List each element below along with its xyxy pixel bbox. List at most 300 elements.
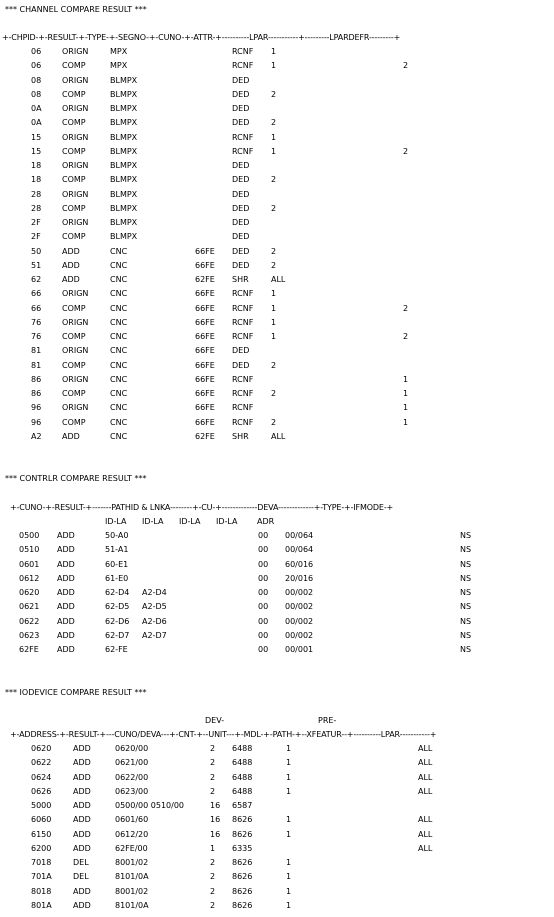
result-cell: ORIGN xyxy=(62,132,89,142)
type-cell: CNC xyxy=(110,374,128,384)
lpardefr-cell: 2 xyxy=(403,332,409,341)
lpar-cell: ALL xyxy=(271,431,286,441)
unit-cell: 8626 xyxy=(232,886,253,896)
pathid-cell: 62-FE xyxy=(105,645,128,654)
pathid-cell: A2-D5 xyxy=(142,602,167,612)
lpar-cell: 2 xyxy=(271,118,277,128)
cnt-cell: 2 xyxy=(210,886,216,896)
result-cell: ADD xyxy=(62,275,80,284)
mdl-cell: 1 xyxy=(286,772,292,782)
chpid-cell: 2F xyxy=(31,232,41,242)
chpid-cell: 08 xyxy=(31,75,42,85)
cuno-cell: 0623 xyxy=(19,630,40,640)
lpar-cell: ALL xyxy=(418,772,433,782)
cu-adr-cell: 00 xyxy=(258,531,269,540)
cnt-cell: 2 xyxy=(210,900,216,910)
lpar-cell: ALL xyxy=(271,275,286,284)
result-cell: ORIGN xyxy=(62,346,89,356)
cuno-cell: 0500 xyxy=(19,531,40,540)
chpid-cell: 08 xyxy=(31,89,42,99)
cuno-cell: 66FE xyxy=(195,389,215,398)
mdl-cell: 1 xyxy=(286,872,292,882)
result-cell: COMP xyxy=(62,303,86,313)
chpid-cell: 66 xyxy=(31,303,42,313)
lpar-cell: ALL xyxy=(418,786,433,796)
deva-cell: 00/064 xyxy=(285,531,314,540)
cu-adr-cell: 00 xyxy=(258,630,269,640)
cuno-cell: 0601 xyxy=(19,559,40,569)
column-header: +-ADDRESS-+-RESULT-+---CUNO/DEVA---+-CNT-+--UNIT---+-MDL-+-PATH-+--XFEATUR--+----------LPAR-----------+ xyxy=(10,730,437,739)
cuno-cell: 66FE xyxy=(195,332,215,341)
address-cell: 0624 xyxy=(31,772,52,782)
result-cell: COMP xyxy=(62,332,86,341)
type-cell: BLMPX xyxy=(110,189,138,199)
result-cell: ORIGN xyxy=(62,104,89,113)
address-cell: 7018 xyxy=(31,858,52,867)
unit-cell: 8626 xyxy=(232,829,253,839)
chpid-cell: 66 xyxy=(31,289,42,299)
cnt-cell: 2 xyxy=(210,758,216,768)
result-cell: ADD xyxy=(73,843,91,853)
result-cell: ADD xyxy=(73,900,91,910)
attr-cell: DED xyxy=(232,360,250,370)
chpid-cell: 18 xyxy=(31,161,42,170)
cnt-cell: 2 xyxy=(210,872,216,882)
pathid-cell: A2-D4 xyxy=(142,588,167,597)
cnt-cell: 2 xyxy=(210,772,216,782)
cuno-cell: 66FE xyxy=(195,374,215,384)
lpar-cell: 1 xyxy=(271,303,277,313)
chpid-cell: 96 xyxy=(31,403,42,413)
cu-adr-cell: 00 xyxy=(258,645,269,654)
chpid-cell: 96 xyxy=(31,417,42,427)
result-cell: ADD xyxy=(57,630,75,640)
lpar-cell: 2 xyxy=(271,203,277,213)
result-cell: ADD xyxy=(73,815,91,825)
type-cell: BLMPX xyxy=(110,146,138,156)
lpardefr-cell: 2 xyxy=(403,303,409,313)
cuno-cell: 62FE xyxy=(19,645,39,654)
cuno-deva-cell: 0500/00 0510/00 xyxy=(115,801,185,810)
type-cell: BLMPX xyxy=(110,104,138,113)
subheader-cell: ADR xyxy=(257,517,275,526)
deva-cell: 00/001 xyxy=(285,645,314,654)
type-cell: BLMPX xyxy=(110,175,138,185)
attr-cell: RCNF xyxy=(232,61,254,71)
type-cell: NS xyxy=(460,588,472,597)
result-cell: DEL xyxy=(73,872,89,882)
cnt-cell: 16 xyxy=(210,815,221,825)
deva-cell: 00/002 xyxy=(285,602,314,612)
result-cell: COMP xyxy=(62,61,86,71)
cuno-deva-cell: 8101/0A xyxy=(115,900,149,910)
cuno-cell: 66FE xyxy=(195,346,215,356)
attr-cell: DED xyxy=(232,232,250,242)
cuno-cell: 0620 xyxy=(19,588,40,597)
lpar-cell: 2 xyxy=(271,360,277,370)
cu-adr-cell: 00 xyxy=(258,602,269,612)
unit-cell: 8626 xyxy=(232,815,253,825)
address-cell: 6200 xyxy=(31,843,52,853)
unit-cell: 6488 xyxy=(232,758,253,768)
lpar-cell: 1 xyxy=(271,146,277,156)
unit-cell: 6488 xyxy=(232,772,253,782)
result-cell: ADD xyxy=(57,573,75,583)
address-cell: 6150 xyxy=(31,829,52,839)
chpid-cell: 62 xyxy=(31,275,42,284)
chpid-cell: 0A xyxy=(31,118,42,128)
result-cell: ORIGN xyxy=(62,317,89,327)
lpar-cell: 1 xyxy=(271,332,277,341)
type-cell: CNC xyxy=(110,317,128,327)
attr-cell: RCNF xyxy=(232,417,254,427)
type-cell: CNC xyxy=(110,360,128,370)
subheader-cell: ID-LA xyxy=(179,517,201,526)
result-cell: COMP xyxy=(62,232,86,242)
type-cell: NS xyxy=(460,531,472,540)
attr-cell: RCNF xyxy=(232,47,254,56)
cuno-deva-cell: 8001/02 xyxy=(115,886,149,896)
lpar-cell: 1 xyxy=(271,47,277,56)
mdl-cell: 1 xyxy=(286,758,292,768)
mdl-cell: 1 xyxy=(286,744,292,753)
result-cell: ADD xyxy=(73,758,91,768)
unit-cell: 8626 xyxy=(232,900,253,910)
chpid-cell: 28 xyxy=(31,189,42,199)
attr-cell: RCNF xyxy=(232,403,254,413)
chpid-cell: 2F xyxy=(31,218,41,227)
address-cell: 801A xyxy=(31,900,52,910)
cuno-cell: 0622 xyxy=(19,616,40,626)
cu-adr-cell: 00 xyxy=(258,559,269,569)
pathid-cell: 61-E0 xyxy=(105,573,129,583)
result-cell: ORIGN xyxy=(62,161,89,170)
unit-cell: 8626 xyxy=(232,872,253,882)
cnt-cell: 2 xyxy=(210,786,216,796)
cuno-cell: 66FE xyxy=(195,246,215,256)
result-cell: ORIGN xyxy=(62,403,89,413)
result-cell: ORIGN xyxy=(62,189,89,199)
pathid-cell: A2-D6 xyxy=(142,616,167,626)
lpar-cell: 2 xyxy=(271,89,277,99)
lpar-cell: ALL xyxy=(418,829,433,839)
type-cell: NS xyxy=(460,616,472,626)
attr-cell: SHR xyxy=(232,275,249,284)
attr-cell: DED xyxy=(232,246,250,256)
cuno-cell: 66FE xyxy=(195,317,215,327)
result-cell: ADD xyxy=(57,559,75,569)
type-cell: NS xyxy=(460,645,472,654)
result-cell: ORIGN xyxy=(62,374,89,384)
attr-cell: DED xyxy=(232,203,250,213)
type-cell: BLMPX xyxy=(110,232,138,242)
cuno-cell: 66FE xyxy=(195,403,215,413)
type-cell: BLMPX xyxy=(110,89,138,99)
cnt-cell: 16 xyxy=(210,801,221,810)
pathid-cell: 60-E1 xyxy=(105,559,129,569)
type-cell: BLMPX xyxy=(110,203,138,213)
cuno-deva-cell: 0620/00 xyxy=(115,744,149,753)
attr-cell: RCNF xyxy=(232,303,254,313)
result-cell: COMP xyxy=(62,89,86,99)
pathid-cell: 62-D5 xyxy=(105,602,130,612)
type-cell: NS xyxy=(460,573,472,583)
chpid-cell: 86 xyxy=(31,374,42,384)
cuno-cell: 66FE xyxy=(195,417,215,427)
cuno-cell: 66FE xyxy=(195,260,215,270)
deva-cell: 20/016 xyxy=(285,573,314,583)
mdl-cell: 1 xyxy=(286,815,292,825)
result-cell: COMP xyxy=(62,175,86,185)
address-cell: 0622 xyxy=(31,758,52,768)
mdl-cell: 1 xyxy=(286,886,292,896)
lpar-cell: 1 xyxy=(271,61,277,71)
deva-cell: 00/064 xyxy=(285,545,314,555)
type-cell: BLMPX xyxy=(110,161,138,170)
type-cell: CNC xyxy=(110,246,128,256)
attr-cell: RCNF xyxy=(232,374,254,384)
pathid-cell: 62-D6 xyxy=(105,616,130,626)
mdl-cell: 1 xyxy=(286,786,292,796)
cuno-deva-cell: 0623/00 xyxy=(115,786,149,796)
cuno-cell: 0621 xyxy=(19,602,40,612)
chpid-cell: 06 xyxy=(31,61,42,71)
address-cell: 0620 xyxy=(31,744,52,753)
deva-cell: 00/002 xyxy=(285,616,314,626)
type-cell: CNC xyxy=(110,431,128,441)
chpid-cell: 50 xyxy=(31,246,42,256)
result-cell: ADD xyxy=(73,829,91,839)
subheader-cell: ID-LA xyxy=(142,517,164,526)
result-cell: ADD xyxy=(57,531,75,540)
lpar-cell: 2 xyxy=(271,417,277,427)
lpar-cell: ALL xyxy=(418,843,433,853)
type-cell: CNC xyxy=(110,303,128,313)
attr-cell: DED xyxy=(232,104,250,113)
column-header: +-CUNO-+-RESULT-+-------PATHID & LNKA--------+-CU-+-------------DEVA-------------+-TYPE-+-IFMODE-+ xyxy=(10,503,394,512)
type-cell: BLMPX xyxy=(110,132,138,142)
cuno-cell: 62FE xyxy=(195,275,215,284)
result-cell: ADD xyxy=(73,786,91,796)
attr-cell: RCNF xyxy=(232,132,254,142)
attr-cell: DED xyxy=(232,75,250,85)
lpardefr-cell: 2 xyxy=(403,146,409,156)
unit-cell: 6488 xyxy=(232,786,253,796)
attr-cell: DED xyxy=(232,175,250,185)
column-header: +-CHPID-+-RESULT-+-TYPE-+-SEGNO-+-CUNO-+-ATTR-+----------LPAR-----------+---------LPARDEFR---------+ xyxy=(2,33,401,42)
type-cell: CNC xyxy=(110,260,128,270)
lpar-cell: ALL xyxy=(418,815,433,825)
chpid-cell: 06 xyxy=(31,47,42,56)
lpardefr-cell: 2 xyxy=(403,61,409,71)
mdl-cell: 1 xyxy=(286,829,292,839)
mdl-cell: 1 xyxy=(286,858,292,867)
type-cell: NS xyxy=(460,602,472,612)
chpid-cell: 51 xyxy=(31,260,42,270)
attr-cell: DED xyxy=(232,189,250,199)
pathid-cell: 51-A1 xyxy=(105,545,129,555)
result-cell: ADD xyxy=(62,431,80,441)
lpar-cell: ALL xyxy=(418,758,433,768)
section-title: *** CONTRLR COMPARE RESULT *** xyxy=(5,474,147,483)
subheader-cell: ID-LA xyxy=(105,517,127,526)
result-cell: COMP xyxy=(62,146,86,156)
type-cell: CNC xyxy=(110,403,128,413)
result-cell: ADD xyxy=(62,246,80,256)
result-cell: COMP xyxy=(62,360,86,370)
type-cell: NS xyxy=(460,630,472,640)
cnt-cell: 16 xyxy=(210,829,221,839)
lpar-cell: ALL xyxy=(418,744,433,753)
chpid-cell: 76 xyxy=(31,332,42,341)
cuno-deva-cell: 0612/20 xyxy=(115,829,149,839)
result-cell: ADD xyxy=(62,260,80,270)
address-cell: 6060 xyxy=(31,815,52,825)
type-cell: NS xyxy=(460,559,472,569)
result-cell: ORIGN xyxy=(62,75,89,85)
pathid-cell: A2-D7 xyxy=(142,630,167,640)
chpid-cell: 86 xyxy=(31,389,42,398)
mdl-cell: 1 xyxy=(286,900,292,910)
type-cell: CNC xyxy=(110,289,128,299)
cuno-deva-cell: 0622/00 xyxy=(115,772,149,782)
type-cell: CNC xyxy=(110,332,128,341)
lpardefr-cell: 1 xyxy=(403,374,409,384)
unit-cell: 8626 xyxy=(232,858,253,867)
attr-cell: DED xyxy=(232,260,250,270)
type-cell: MPX xyxy=(110,61,128,71)
lpar-cell: 2 xyxy=(271,260,277,270)
attr-cell: RCNF xyxy=(232,389,254,398)
cnt-cell: 2 xyxy=(210,858,216,867)
address-cell: 5000 xyxy=(31,801,52,810)
cu-adr-cell: 00 xyxy=(258,616,269,626)
cuno-cell: 66FE xyxy=(195,289,215,299)
chpid-cell: 15 xyxy=(31,146,42,156)
address-cell: 701A xyxy=(31,872,52,882)
chpid-cell: 81 xyxy=(31,360,42,370)
chpid-cell: 76 xyxy=(31,317,42,327)
cuno-cell: 66FE xyxy=(195,360,215,370)
cnt-cell: 2 xyxy=(210,744,216,753)
chpid-cell: 15 xyxy=(31,132,42,142)
cnt-cell: 1 xyxy=(210,843,216,853)
attr-cell: DED xyxy=(232,118,250,128)
subheader-cell: ID-LA xyxy=(216,517,238,526)
result-cell: COMP xyxy=(62,118,86,128)
chpid-cell: A2 xyxy=(31,431,42,441)
type-cell: CNC xyxy=(110,346,128,356)
lpar-cell: 1 xyxy=(271,132,277,142)
attr-cell: RCNF xyxy=(232,146,254,156)
result-cell: ORIGN xyxy=(62,289,89,299)
chpid-cell: 28 xyxy=(31,203,42,213)
type-cell: CNC xyxy=(110,389,128,398)
result-cell: ADD xyxy=(57,602,75,612)
chpid-cell: 18 xyxy=(31,175,42,185)
lpar-cell: 1 xyxy=(271,289,277,299)
result-cell: ADD xyxy=(57,645,75,654)
lpar-cell: 2 xyxy=(271,389,277,398)
pathid-cell: 62-D7 xyxy=(105,630,130,640)
pathid-cell: 62-D4 xyxy=(105,588,130,597)
section-title: *** IODEVICE COMPARE RESULT *** xyxy=(5,688,147,697)
unit-cell: 6488 xyxy=(232,744,253,753)
header-fragment: DEV- xyxy=(205,716,225,725)
lpar-cell: 2 xyxy=(271,175,277,185)
cuno-cell: 62FE xyxy=(195,431,215,441)
result-cell: ORIGN xyxy=(62,218,89,227)
type-cell: CNC xyxy=(110,417,128,427)
attr-cell: SHR xyxy=(232,431,249,441)
section-title: *** CHANNEL COMPARE RESULT *** xyxy=(5,5,147,14)
result-cell: ADD xyxy=(73,801,91,810)
result-cell: ADD xyxy=(73,744,91,753)
chpid-cell: 81 xyxy=(31,346,42,356)
cuno-deva-cell: 0621/00 xyxy=(115,758,149,768)
cuno-cell: 66FE xyxy=(195,303,215,313)
cu-adr-cell: 00 xyxy=(258,588,269,597)
lpardefr-cell: 1 xyxy=(403,417,409,427)
result-cell: DEL xyxy=(73,858,89,867)
cuno-cell: 0510 xyxy=(19,545,40,555)
lpar-cell: 1 xyxy=(271,317,277,327)
result-cell: ADD xyxy=(73,886,91,896)
address-cell: 0626 xyxy=(31,786,52,796)
result-cell: ADD xyxy=(57,588,75,597)
header-fragment: PRE- xyxy=(318,716,337,725)
cu-adr-cell: 00 xyxy=(258,545,269,555)
cuno-deva-cell: 8001/02 xyxy=(115,858,149,867)
type-cell: CNC xyxy=(110,275,128,284)
type-cell: BLMPX xyxy=(110,75,138,85)
cuno-cell: 0612 xyxy=(19,573,40,583)
lpar-cell: 2 xyxy=(271,246,277,256)
attr-cell: RCNF xyxy=(232,317,254,327)
result-cell: COMP xyxy=(62,417,86,427)
lpardefr-cell: 1 xyxy=(403,403,409,413)
unit-cell: 6587 xyxy=(232,801,253,810)
attr-cell: DED xyxy=(232,161,250,170)
attr-cell: RCNF xyxy=(232,332,254,341)
deva-cell: 00/002 xyxy=(285,630,314,640)
attr-cell: DED xyxy=(232,89,250,99)
type-cell: BLMPX xyxy=(110,218,138,227)
cuno-deva-cell: 8101/0A xyxy=(115,872,149,882)
pathid-cell: 50-A0 xyxy=(105,531,129,540)
type-cell: BLMPX xyxy=(110,118,138,128)
result-cell: COMP xyxy=(62,389,86,398)
deva-cell: 60/016 xyxy=(285,559,314,569)
address-cell: 8018 xyxy=(31,886,52,896)
result-cell: ADD xyxy=(57,616,75,626)
type-cell: NS xyxy=(460,545,472,555)
lpardefr-cell: 1 xyxy=(403,389,409,398)
unit-cell: 6335 xyxy=(232,843,253,853)
attr-cell: DED xyxy=(232,218,250,227)
chpid-cell: 0A xyxy=(31,104,42,113)
cu-adr-cell: 00 xyxy=(258,573,269,583)
cuno-deva-cell: 62FE/00 xyxy=(115,843,148,853)
result-cell: ADD xyxy=(73,772,91,782)
deva-cell: 00/002 xyxy=(285,588,314,597)
type-cell: MPX xyxy=(110,47,128,56)
cuno-deva-cell: 0601/60 xyxy=(115,815,149,825)
result-cell: ORIGN xyxy=(62,47,89,56)
attr-cell: DED xyxy=(232,346,250,356)
result-cell: COMP xyxy=(62,203,86,213)
result-cell: ADD xyxy=(57,545,75,555)
